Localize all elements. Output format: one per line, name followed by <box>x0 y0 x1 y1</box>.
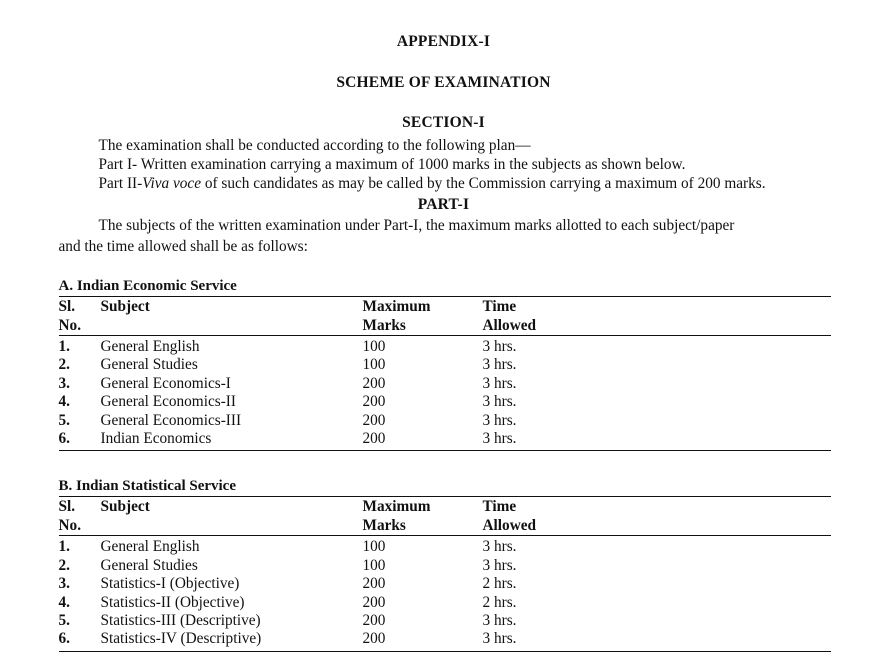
cell-subject: Statistics-III (Descriptive) <box>100 612 261 630</box>
cell-time: 2 hrs. <box>482 575 517 593</box>
cell-subject: Statistics-IV (Descriptive) <box>101 630 363 651</box>
cell-subject: General Studies <box>100 556 198 574</box>
cell-marks: 100 <box>362 356 386 374</box>
table-row <box>59 612 831 630</box>
table-header-row-bottom <box>59 517 831 536</box>
cell-marks: 200 <box>363 430 483 451</box>
table-caption-a: A. Indian Economic Service <box>58 278 237 295</box>
table-caption-b: B. Indian Statistical Service <box>58 478 237 495</box>
part-paragraph-line-1: The subjects of the written examination under Part-I, the maximum marks allotted to each subject/paper <box>98 216 735 234</box>
cell-sl: 5. <box>58 612 70 630</box>
table-row <box>59 412 831 430</box>
cell-time: 3 hrs. <box>482 393 517 411</box>
header-subject-top: Subject <box>101 297 363 317</box>
cell-subject: Indian Economics <box>101 430 363 451</box>
header-time-bottom: Allowed <box>482 316 537 334</box>
cell-time: 2 hrs. <box>482 593 517 611</box>
header-subject-top: Subject <box>101 497 363 517</box>
intro-line-3-suffix: of such candidates as may be called by the Commission carrying a maximum of 200 marks. <box>201 175 766 193</box>
cell-time: 3 hrs. <box>482 411 517 429</box>
table-row <box>59 536 831 557</box>
header-marks-bottom: Marks <box>362 516 406 534</box>
scheme-table-b <box>59 496 831 651</box>
header-marks-bottom: Marks <box>362 316 406 334</box>
cell-sl: 1. <box>59 336 101 357</box>
cell-subject: Statistics-II (Objective) <box>100 593 245 611</box>
intro-line-1: The examination shall be conducted according to the following plan— <box>98 137 531 154</box>
header-sl-bottom: No. <box>58 316 82 334</box>
cell-subject: General Economics-I <box>100 374 231 392</box>
table-row <box>59 336 831 357</box>
spacer <box>0 451 887 478</box>
viva-voce-italic: Viva voce <box>142 175 201 193</box>
intro-line-3-prefix: Part II- <box>98 175 143 193</box>
cell-time: 3 hrs. <box>482 374 517 392</box>
header-marks-top: Maximum <box>363 297 483 317</box>
header-subject-bottom <box>101 517 363 536</box>
cell-subject: General English <box>101 336 363 357</box>
table-body-b <box>59 536 831 651</box>
table-row <box>59 375 831 393</box>
table-block-b <box>59 478 829 651</box>
cell-time: 3 hrs. <box>482 356 517 374</box>
cell-marks: 200 <box>362 411 386 429</box>
cell-sl: 4. <box>58 593 70 611</box>
table-row <box>59 356 831 374</box>
header-marks-top: Maximum <box>363 497 483 517</box>
cell-sl: 3. <box>58 374 70 392</box>
cell-time: 3 hrs. <box>483 630 831 651</box>
cell-sl: 6. <box>59 630 101 651</box>
cell-subject: General Economics-II <box>100 393 236 411</box>
cell-marks: 200 <box>363 630 483 651</box>
table-header-row-top <box>59 497 831 517</box>
table-row <box>59 430 831 451</box>
cell-marks: 200 <box>362 374 386 392</box>
table-row <box>59 393 831 411</box>
scheme-heading: SCHEME OF EXAMINATION <box>336 74 551 91</box>
header-time-bottom: Allowed <box>482 516 537 534</box>
cell-subject: Statistics-I (Objective) <box>100 575 240 593</box>
cell-marks: 200 <box>362 575 386 593</box>
cell-marks: 200 <box>362 393 386 411</box>
cell-sl: 3. <box>58 575 70 593</box>
cell-subject: General Economics-III <box>100 411 242 429</box>
part-paragraph-line-2: and the time allowed shall be as follows: <box>58 237 308 255</box>
cell-marks: 100 <box>363 336 483 357</box>
header-sl-top: Sl. <box>59 497 101 517</box>
header-sl-top: Sl. <box>59 297 101 317</box>
section-heading: SECTION-I <box>402 114 485 131</box>
intro-block <box>59 132 829 194</box>
header-time-top: Time <box>483 297 831 317</box>
table-body-a <box>59 336 831 451</box>
table-header-a <box>59 297 831 336</box>
cell-subject: General English <box>101 536 363 557</box>
table-header-b <box>59 497 831 536</box>
table-row <box>59 575 831 593</box>
cell-sl: 6. <box>59 430 101 451</box>
spacer <box>0 256 887 278</box>
table-row <box>59 594 831 612</box>
cell-time: 3 hrs. <box>482 556 517 574</box>
cell-marks: 200 <box>362 612 386 630</box>
cell-marks: 200 <box>362 593 386 611</box>
table-block-a <box>59 278 829 451</box>
part-heading: PART-I <box>417 195 470 213</box>
cell-time: 3 hrs. <box>482 612 517 630</box>
table-row <box>59 557 831 575</box>
cell-time: 3 hrs. <box>483 430 831 451</box>
intro-line-3 <box>59 174 829 193</box>
cell-sl: 5. <box>58 411 70 429</box>
table-header-row-bottom <box>59 317 831 336</box>
table-row <box>59 630 831 651</box>
cell-marks: 100 <box>362 556 386 574</box>
cell-subject: General Studies <box>100 356 198 374</box>
cell-sl: 2. <box>58 356 70 374</box>
scheme-table-a <box>59 296 831 451</box>
intro-line-2: Part I- Written examination carrying a maximum of 1000 marks in the subjects as shown below. <box>98 156 686 174</box>
header-subject-bottom <box>101 317 363 336</box>
table-header-row-top <box>59 297 831 317</box>
part-paragraph <box>59 214 829 256</box>
cell-marks: 100 <box>363 536 483 557</box>
appendix-heading: APPENDIX-I <box>396 33 491 50</box>
header-sl-bottom: No. <box>58 516 82 534</box>
header-time-top: Time <box>483 497 831 517</box>
cell-time: 3 hrs. <box>483 536 831 557</box>
cell-sl: 1. <box>59 536 101 557</box>
cell-sl: 2. <box>58 556 70 574</box>
cell-time: 3 hrs. <box>483 336 831 357</box>
cell-sl: 4. <box>58 393 70 411</box>
